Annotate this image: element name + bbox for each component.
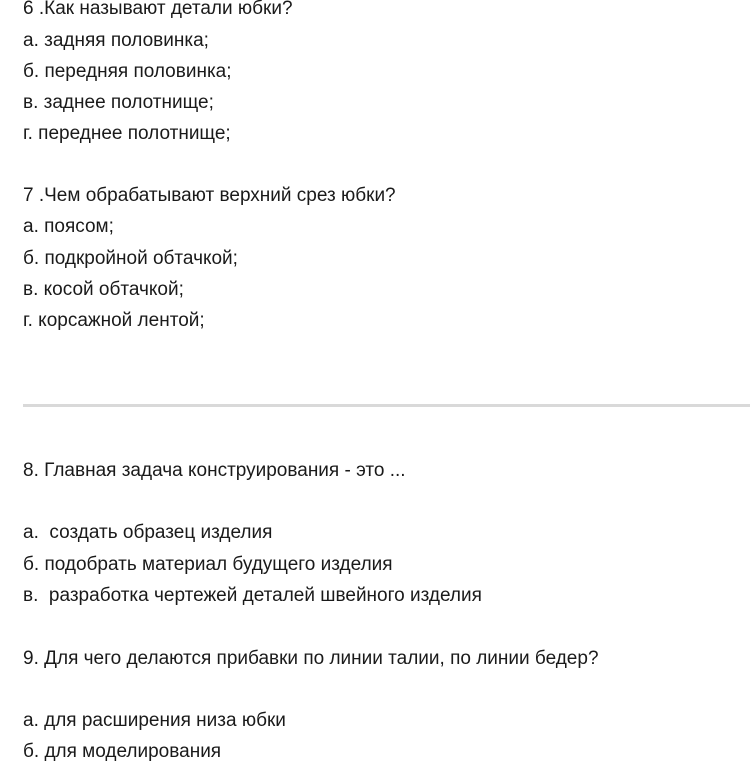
question-6-option-b: б. передняя половинка; xyxy=(23,61,232,82)
question-6-option-c: в. заднее полотнище; xyxy=(23,92,214,113)
question-6-text: 6 .Как называют детали юбки? xyxy=(23,0,293,19)
question-6-option-d: г. переднее полотнище; xyxy=(23,123,231,144)
question-6-option-a: а. задняя половинка; xyxy=(23,30,209,51)
question-9-option-b: б. для моделирования xyxy=(23,741,222,762)
question-7-option-d: г. корсажной лентой; xyxy=(23,310,205,331)
question-8-option-b: б. подобрать материал будущего изделия xyxy=(23,554,393,575)
question-8-option-c: в. разработка чертежей деталей швейного изделия xyxy=(23,585,482,606)
question-7-option-b: б. подкройной обтачкой; xyxy=(23,248,238,269)
question-7-option-a: а. поясом; xyxy=(23,216,114,237)
question-8-option-a: а. создать образец изделия xyxy=(23,522,273,543)
question-7-text: 7 .Чем обрабатывают верхний срез юбки? xyxy=(23,185,396,206)
question-9-text: 9. Для чего делаются прибавки по линии талии, по линии бедер? xyxy=(23,648,599,669)
question-7-option-c: в. косой обтачкой; xyxy=(23,279,184,300)
question-9-option-a: а. для расширения низа юбки xyxy=(23,710,286,731)
section-divider xyxy=(23,404,750,407)
question-8-text: 8. Главная задача конструирования - это ... xyxy=(23,460,406,481)
